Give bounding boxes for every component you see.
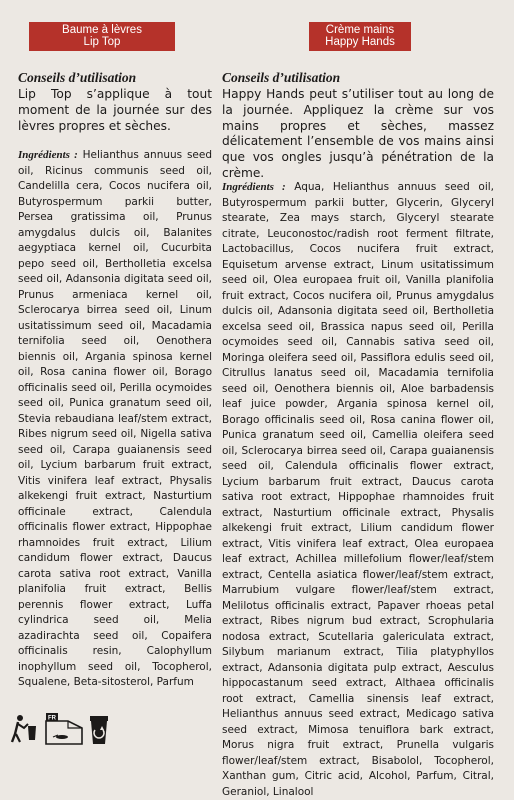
ingredients-list: Helianthus annuus seed oil, Ricinus communis seed oil, Candelilla cera, Cocos nucifera oil, Butyrospermum parkii butter, Persea gratissima oil, Prunus amygdalus dulcis oil, Balanites aegyptiaca kernel oil, Cucurbita pepo seed oil, Bertholletia excelsa seed oil, Adansonia digitata seed oil, Prunus armeniaca kernel oil, Sclerocarya birrea seed oil, Linum usitatissimum seed oil, Macadamia ternifolia seed oil, Oenothera biennis oil, Argania spinosa kernel oil, Rosa canina flower oil, Borago officinalis seed oil, Perilla ocymoides seed oil, Punica granatum seed oil, Stevia rebaudiana leaf/stem extract, Ribes nigrum seed oil, Nigella sativa seed oil, Carapa guaianensis seed oil, Lycium barbarum fruit extract, Vitis vinifera leaf extract, Physalis alkekengi fruit extract, Nasturtium officinale extract, Calendula officinalis flower extract, Hippophae rhamnoides fruit extract, Lilium candidum flower extract, Daucus carota sativa root extract, Vanilla planifolia fruit extract, Bellis perennis flower extract, Luffa cylindrica seed oil, Melia azadirachta seed oil, Copaifera officinalis resin, Calophyllum inophyllum seed oil, Tocopherol, Squalene, Beta-sitosterol, Parfum [18,149,212,688]
happy-hands-banner [309,22,411,51]
country-code: FR [48,715,56,722]
ingredients-list: Aqua, Helianthus annuus seed oil, Butyrospermum parkii butter, Glycerin, Glyceryl stearate, Zea mays starch, Glyceryl stearate citrate, Leuconostoc/radish root ferment filtrate, Lactobacillus, Cocos nucifera fruit extract, Equisetum arvense extract, Linum usitatissimum seed oil, Olea europaea fruit oil, Vanilla planifolia fruit extract, Cocos nucifera oil, Prunus amygdalus dulcis oil, Adansonia digitata seed oil, Bertholletia excelsa seed oil, Brassica napus seed oil, Perilla ocymoides seed oil, Cannabis sativa seed oil, Moringa oleifera seed oil, Passiflora edulis seed oil, Citrullus lanatus seed oil, Macadamia ternifolia seed oil, Oenothera biennis oil, Aloe barbadensis leaf juice powder, Argania spinosa kernel oil, Borago officinalis seed oil, Rosa canina flower oil, Punica granatum seed oil, Camellia oleifera seed oil, Sclerocarya birrea seed oil, Carapa guaianensis seed oil, Calendula officinalis flower extract, Lycium barbarum fruit extract, Daucus carota sativa root extract, Hippophae rhamnoides fruit extract, Nasturtium officinale extract, Physalis alkekengi fruit extract, Lilium candidum flower extract, Vitis vinifera leaf extract, Olea europaea leaf extract, Achillea millefolium flower/leaf/stem extract, Centella asiatica flower/leaf/stem extract, Marrubium vulgare flower/leaf/stem extract, Melilotus officinalis extract, Papaver rhoeas petal extract, Ribes nigrum bud extract, Scrophularia nodosa extract, Scutellaria galericulata extract, Silybum marianum extract, Tilia platyphyllos extract, Adansonia digitata pulp extract, Aesculus hippocastanum seed extract, Althaea officinalis root extract, Camellia sinensis leaf extract, Helianthus annuus seed extract, Medicago sativa seed extract, Mimosa tenuiflora bark extract, Morus nigra fruit extract, Prunella vulgaris flower/leaf/stem extract, Bisabolol, Tocopherol, Xanthan gum, Citric acid, Alcohol, Parfum, Citral, Geraniol, Linalool [222,181,494,798]
banner-line-1: Crème mains [325,24,395,36]
recycling-info [6,704,116,752]
usage-text: Happy Hands peut s’utiliser tout au long de la journée. Appliquez la crème sur vos mains propres et sèches, massez délicatement l’ensemble de vos mains ainsi que vos ongles jusqu’à pénétration de la crème. [222,87,494,180]
tidyman-icon [12,715,36,742]
ingredients-label: Ingrédients : [18,149,78,161]
recycle-bin-icon [90,716,108,744]
banner-line-1: Baume à lèvres [62,24,142,36]
usage-title: Conseils d’utilisation [222,70,341,85]
lip-top-banner [29,22,175,51]
banner-line-2: Lip Top [83,36,121,48]
ingredients-paragraph [222,180,494,800]
usage-text: Lip Top s’applique à tout moment de la journée sur des lèvres propres et sèches. [18,87,212,133]
banner-line-2: Happy Hands [325,36,395,48]
ingredients-label: Ingrédients : [222,181,286,193]
ingredients-paragraph [18,148,212,691]
usage-title: Conseils d’utilisation [18,70,137,85]
recycle-box-icon [46,713,82,744]
